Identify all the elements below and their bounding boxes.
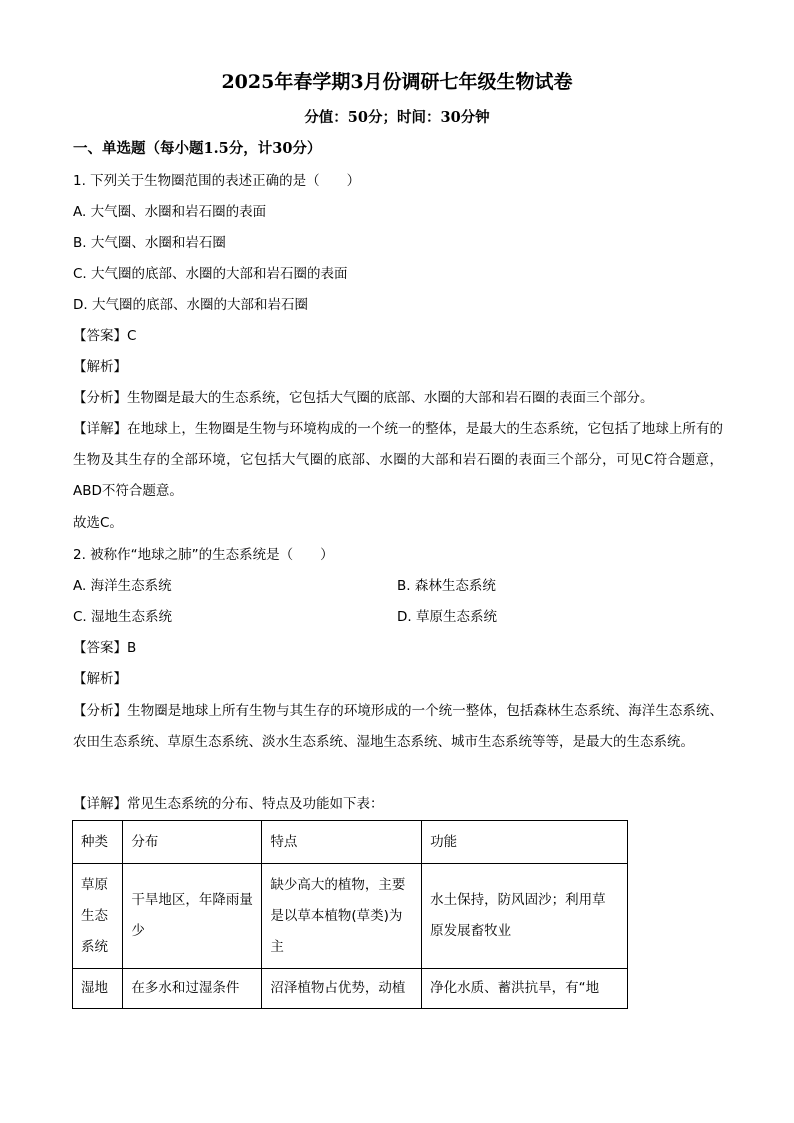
- ecosystem-table: [72, 820, 628, 1009]
- question-2-option-a: A. 海洋生态系统: [73, 578, 172, 594]
- question-2-answer: 【答案】B: [73, 640, 137, 656]
- question-2-option-b: B. 森林生态系统: [397, 578, 496, 594]
- question-1-detail: 【详解】在地球上，生物圈是生物与环境构成的一个统一的整体，是最大的生态系统，它包括了地球上所有的生物及其生存的全部环境，它包括大气圈的底部、水圈的大部和岩石圈的表面三个部分，可见C符合题意，ABD不符合题意。: [73, 421, 723, 499]
- question-1-answer: 【答案】C: [73, 328, 137, 344]
- question-2-stem: 2. 被称作“地球之肺”的生态系统是（ ）: [73, 547, 334, 563]
- table-header-cell: 分布: [123, 821, 262, 864]
- question-2-option-c: C. 湿地生态系统: [73, 609, 173, 625]
- question-2-analysis-label: 【解析】: [73, 671, 127, 687]
- question-1-option-d: D. 大气圈的底部、水圈的大部和岩石圈: [73, 297, 308, 313]
- table-header-cell: 种类: [73, 821, 123, 864]
- table-cell: 沼泽植物占优势，动植: [262, 969, 422, 1009]
- question-2-option-d: D. 草原生态系统: [397, 609, 497, 625]
- question-1-analysis: 【分析】生物圈是最大的生态系统，它包括大气圈的底部、水圈的大部和岩石圈的表面三个部分。: [73, 390, 654, 406]
- exam-subtitle: 分值：50分；时间：30分钟: [304, 109, 490, 126]
- table-cell: 在多水和过湿条件: [123, 969, 262, 1009]
- question-2-analysis: 【分析】生物圈是地球上所有生物与其生存的环境形成的一个统一整体，包括森林生态系统、海洋生态系统、农田生态系统、草原生态系统、淡水生态系统、湿地生态系统、城市生态系统等等，是最大的生态系统。: [73, 703, 723, 750]
- table-row: [73, 969, 628, 1009]
- table-cell: 水土保持，防风固沙；利用草原发展畜牧业: [422, 864, 628, 969]
- table-row: [73, 864, 628, 969]
- section-heading: 一、单选题（每小题1.5分，计30分）: [73, 140, 322, 157]
- question-1-option-b: B. 大气圈、水圈和岩石圈: [73, 235, 226, 251]
- table-cell: 湿地: [73, 969, 123, 1009]
- question-1-stem: 1. 下列关于生物圈范围的表述正确的是（ ）: [73, 173, 361, 189]
- table-header-cell: 功能: [422, 821, 628, 864]
- question-1-analysis-label: 【解析】: [73, 359, 127, 375]
- question-1-conclusion: 故选C。: [73, 515, 123, 531]
- question-1-option-c: C. 大气圈的底部、水圈的大部和岩石圈的表面: [73, 266, 348, 282]
- exam-title: 2025年春学期3月份调研七年级生物试卷: [221, 71, 573, 93]
- table-header-cell: 特点: [262, 821, 422, 864]
- table-cell: 缺少高大的植物，主要是以草本植物(草类)为主: [262, 864, 422, 969]
- question-2-detail: 【详解】常见生态系统的分布、特点及功能如下表：: [73, 796, 384, 812]
- table-header-row: [73, 821, 628, 864]
- table-cell: 净化水质、蓄洪抗旱，有“地: [422, 969, 628, 1009]
- table-cell: 草原生态系统: [73, 864, 123, 969]
- question-1-option-a: A. 大气圈、水圈和岩石圈的表面: [73, 204, 267, 220]
- table-cell: 干旱地区，年降雨量少: [123, 864, 262, 969]
